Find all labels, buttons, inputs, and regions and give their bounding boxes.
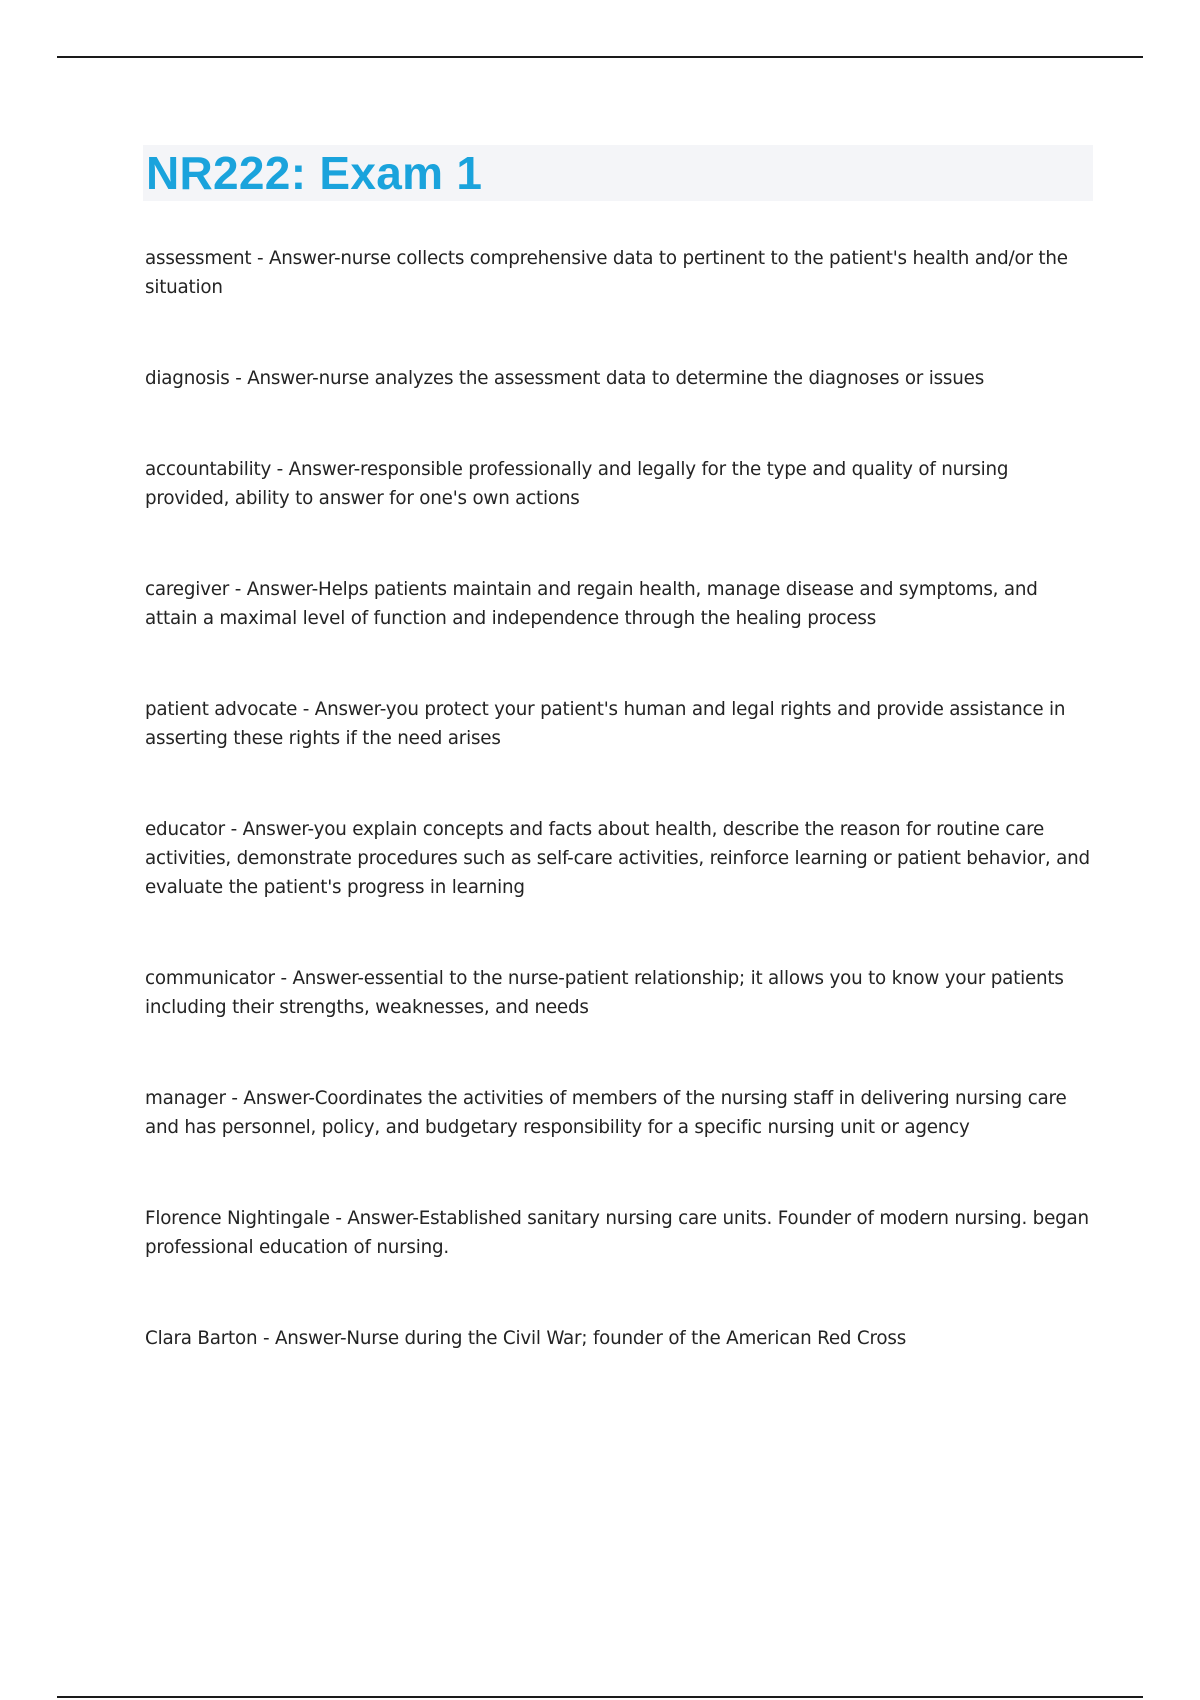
flashcard-entry: Florence Nightingale - Answer-Established sanitary nursing care units. Founder of modern nursing. began professional education of nursing.	[145, 1208, 1089, 1258]
flashcard-entry: communicator - Answer-essential to the nurse-patient relationship; it allows you to know your patients including their strengths, weaknesses, and needs	[145, 968, 1064, 1018]
flashcard-entry: caregiver - Answer-Helps patients maintain and regain health, manage disease and symptoms, and attain a maximal level of function and independence through the healing process	[145, 579, 1038, 629]
flashcard-entry: manager - Answer-Coordinates the activities of members of the nursing staff in delivering nursing care and has personnel, policy, and budgetary responsibility for a specific nursing unit or agency	[145, 1088, 1067, 1138]
bottom-divider	[57, 1696, 1143, 1698]
flashcard-entry: educator - Answer-you explain concepts and facts about health, describe the reason for routine care activities, demonstrate procedures such as self-care activities, reinforce learning or patient behavior, and evaluate the patient's progress in learning	[145, 819, 1090, 898]
flashcard-entry: accountability - Answer-responsible professionally and legally for the type and quality of nursing provided, ability to answer for one's own actions	[145, 459, 1009, 509]
top-divider	[57, 56, 1143, 58]
flashcard-entry: diagnosis - Answer-nurse analyzes the assessment data to determine the diagnoses or issues	[145, 368, 985, 389]
flashcard-entry: Clara Barton - Answer-Nurse during the Civil War; founder of the American Red Cross	[145, 1328, 907, 1349]
flashcard-list	[145, 244, 1095, 1415]
flashcard-entry: assessment - Answer-nurse collects comprehensive data to pertinent to the patient's health and/or the situation	[145, 248, 1068, 298]
document-title: NR222: Exam 1	[146, 147, 483, 199]
flashcard-entry: patient advocate - Answer-you protect your patient's human and legal rights and provide assistance in asserting these rights if the need arises	[145, 699, 1066, 749]
